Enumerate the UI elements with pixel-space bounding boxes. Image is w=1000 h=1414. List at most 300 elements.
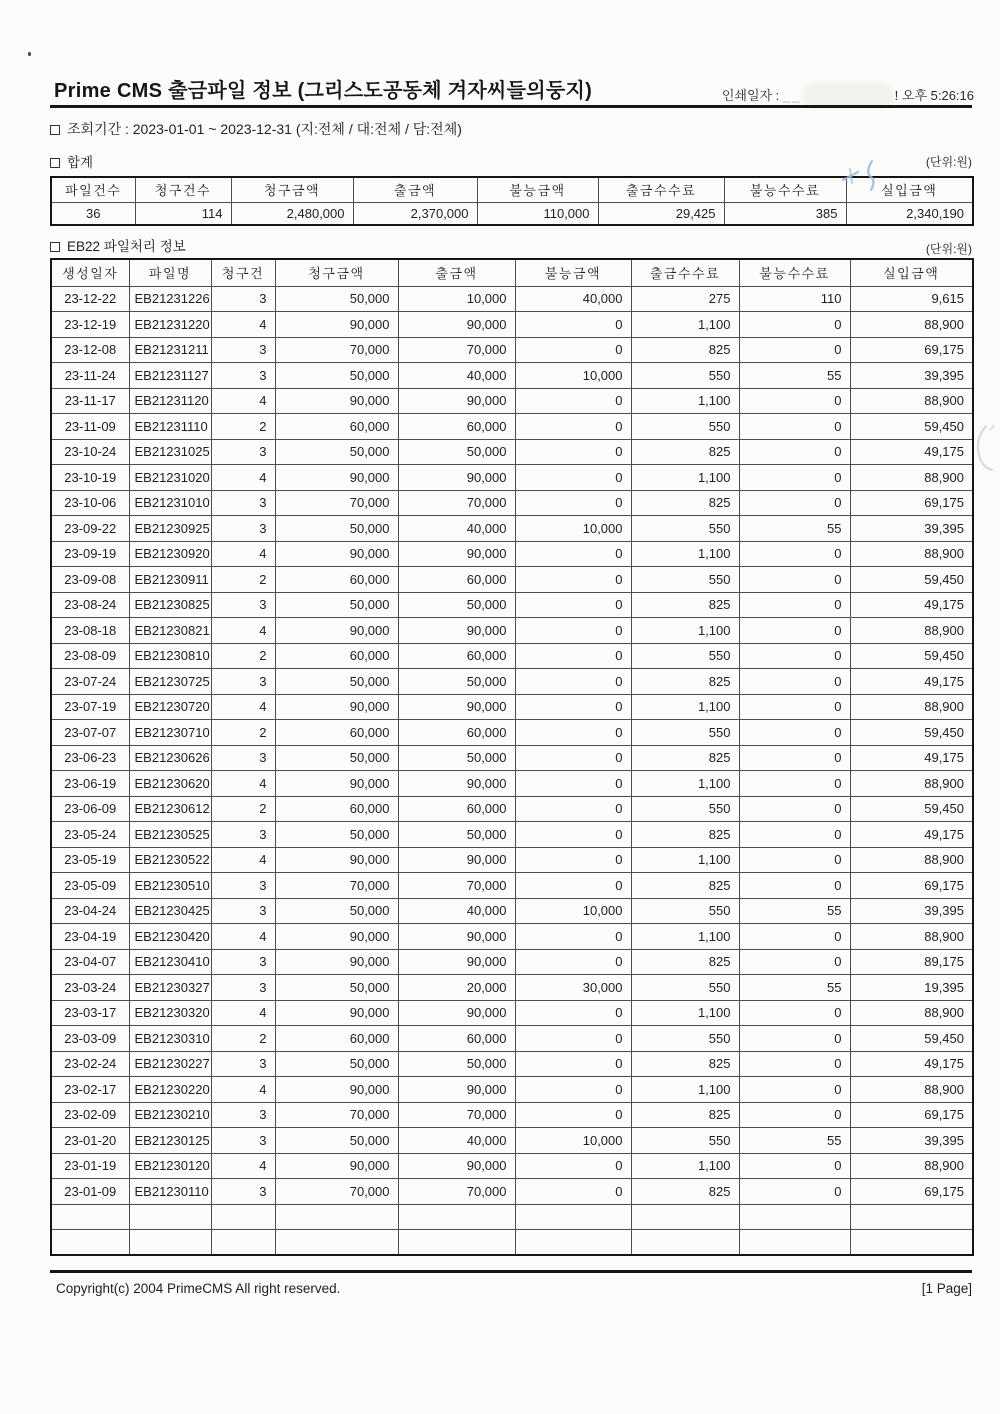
cell-failed-fee: 0 [739, 414, 850, 440]
cell-claim-amount: 50,000 [275, 592, 398, 618]
table-row [51, 771, 973, 797]
cell-failed-amount: 0 [515, 465, 631, 491]
col-failed-fee: 불능수수료 [739, 259, 850, 286]
cell-withdrawal-fee: 1,100 [631, 1000, 739, 1026]
cell-claim-amount: 90,000 [275, 949, 398, 975]
cell-claim-count: 3 [211, 1179, 275, 1205]
cell-claim-count: 4 [211, 618, 275, 644]
cell-claim-count: 3 [211, 975, 275, 1001]
file-unit-label: (단위:원) [925, 242, 972, 256]
table-row [51, 618, 973, 644]
cell-withdrawal-amount: 40,000 [398, 898, 515, 924]
cell-claim-count: 3 [211, 516, 275, 542]
cell-claim-amount: 60,000 [275, 796, 398, 822]
cell-file-name: EB21231226 [129, 286, 211, 312]
cell-withdrawal-amount: 60,000 [398, 1026, 515, 1052]
cell-empty [129, 1230, 211, 1256]
cell-failed-amount: 0 [515, 414, 631, 440]
cell-claim-amount: 90,000 [275, 541, 398, 567]
cell-net-deposit: 69,175 [850, 337, 973, 363]
cell-file-name: EB21230310 [129, 1026, 211, 1052]
cell-withdrawal-fee: 1,100 [631, 1077, 739, 1103]
cell-claim-count: 2 [211, 1026, 275, 1052]
cell-withdrawal-fee: 825 [631, 1051, 739, 1077]
cell-withdrawal-amount: 40,000 [398, 363, 515, 389]
cell-created-date: 23-01-09 [51, 1179, 129, 1205]
cell-claim-amount: 90,000 [275, 1000, 398, 1026]
cell-claim-amount: 90,000 [275, 618, 398, 644]
cell-failed-amount: 10,000 [515, 1128, 631, 1154]
cell-withdrawal-fee: 1,100 [631, 618, 739, 644]
summary-table [50, 176, 974, 226]
cell-claim-count: 4 [211, 771, 275, 797]
cell-withdrawal-fee: 825 [631, 822, 739, 848]
cell-file-name: EB21230510 [129, 873, 211, 899]
cell-net-deposit: 69,175 [850, 490, 973, 516]
cell-claim-count: 4 [211, 1000, 275, 1026]
cell-failed-fee: 0 [739, 439, 850, 465]
cell-file-name: EB21230525 [129, 822, 211, 848]
cell-claim-count: 3 [211, 1051, 275, 1077]
cell-withdrawal-fee: 825 [631, 1102, 739, 1128]
cell-claim-count: 3 [211, 669, 275, 695]
cell-file-name: EB21230725 [129, 669, 211, 695]
cell-failed-amount: 0 [515, 643, 631, 669]
cell-net-deposit: 49,175 [850, 669, 973, 695]
cell-failed-amount: 0 [515, 1179, 631, 1205]
cell-withdrawal-fee: 550 [631, 975, 739, 1001]
print-date-remnant: __ [782, 88, 802, 103]
cell-net-deposit: 39,395 [850, 1128, 973, 1154]
cell-created-date: 23-11-09 [51, 414, 129, 440]
cell-claim-count: 3 [211, 337, 275, 363]
cell-failed-amount: 40,000 [515, 286, 631, 312]
cell-created-date: 23-11-24 [51, 363, 129, 389]
cell-failed-fee: 110 [739, 286, 850, 312]
cell-claim-amount: 50,000 [275, 745, 398, 771]
cell-net-deposit: 49,175 [850, 745, 973, 771]
cell-file-count: 36 [51, 202, 135, 225]
cell-created-date: 23-05-09 [51, 873, 129, 899]
table-row [51, 490, 973, 516]
cell-failed-amount: 0 [515, 1077, 631, 1103]
cell-created-date: 23-01-20 [51, 1128, 129, 1154]
cell-withdrawal-amount: 90,000 [398, 949, 515, 975]
cell-failed-fee: 0 [739, 643, 850, 669]
cell-created-date: 23-06-09 [51, 796, 129, 822]
cell-failed-amount: 0 [515, 312, 631, 338]
cell-withdrawal-amount: 90,000 [398, 388, 515, 414]
cell-withdrawal-amount: 50,000 [398, 822, 515, 848]
checkbox-icon [50, 125, 60, 135]
cell-created-date: 23-12-22 [51, 286, 129, 312]
table-row [51, 465, 973, 491]
file-header-row [51, 259, 973, 286]
cell-withdrawal-amount: 60,000 [398, 643, 515, 669]
cell-file-name: EB21231220 [129, 312, 211, 338]
cell-net-deposit: 59,450 [850, 796, 973, 822]
cell-withdrawal-amount: 90,000 [398, 465, 515, 491]
cell-file-name: EB21230911 [129, 567, 211, 593]
cell-withdrawal-fee: 825 [631, 873, 739, 899]
cell-withdrawal-fee: 1,100 [631, 694, 739, 720]
empty-table-row [51, 1204, 973, 1230]
cell-file-name: EB21230210 [129, 1102, 211, 1128]
cell-claim-amount: 50,000 [275, 669, 398, 695]
cell-created-date: 23-04-07 [51, 949, 129, 975]
cell-withdrawal-amount: 50,000 [398, 669, 515, 695]
cell-claim-count: 3 [211, 1128, 275, 1154]
cell-net-deposit: 89,175 [850, 949, 973, 975]
cell-net-deposit: 9,615 [850, 286, 973, 312]
cell-file-name: EB21230626 [129, 745, 211, 771]
col-claim-count: 청구건수 [135, 177, 231, 202]
cell-empty [515, 1230, 631, 1256]
table-row [51, 1128, 973, 1154]
cell-claim-count: 2 [211, 720, 275, 746]
cell-net-deposit: 88,900 [850, 1077, 973, 1103]
cell-empty [51, 1204, 129, 1230]
cell-claim-amount: 50,000 [275, 975, 398, 1001]
cell-file-name: EB21230612 [129, 796, 211, 822]
cell-created-date: 23-02-24 [51, 1051, 129, 1077]
cell-failed-fee: 0 [739, 873, 850, 899]
cell-failed-fee: 0 [739, 592, 850, 618]
cell-created-date: 23-09-08 [51, 567, 129, 593]
table-row [51, 847, 973, 873]
cell-claim-amount: 90,000 [275, 1077, 398, 1103]
cell-claim-count: 4 [211, 1077, 275, 1103]
cell-failed-amount: 0 [515, 720, 631, 746]
summary-value-row [51, 202, 973, 225]
cell-claim-count: 3 [211, 873, 275, 899]
col-claim-amount: 청구금액 [231, 177, 353, 202]
cell-failed-amount: 0 [515, 669, 631, 695]
table-row [51, 1179, 973, 1205]
cell-created-date: 23-11-17 [51, 388, 129, 414]
table-row [51, 873, 973, 899]
cell-failed-amount: 0 [515, 694, 631, 720]
cell-claim-amount: 50,000 [275, 363, 398, 389]
cell-failed-fee: 55 [739, 975, 850, 1001]
cell-net-deposit: 49,175 [850, 822, 973, 848]
cell-file-name: EB21231120 [129, 388, 211, 414]
table-row [51, 643, 973, 669]
cell-claim-amount: 50,000 [275, 898, 398, 924]
cell-withdrawal-fee: 825 [631, 490, 739, 516]
table-row [51, 1153, 973, 1179]
cell-claim-amount: 70,000 [275, 1102, 398, 1128]
cell-claim-amount: 70,000 [275, 337, 398, 363]
col-net-deposit: 실입금액 [850, 259, 973, 286]
cell-file-name: EB21230125 [129, 1128, 211, 1154]
cell-claim-amount: 90,000 [275, 388, 398, 414]
cell-withdrawal-amount: 90,000 [398, 541, 515, 567]
cell-failed-fee: 0 [739, 1179, 850, 1205]
col-withdrawal-fee: 출금수수료 [631, 259, 739, 286]
col-withdrawal-fee: 출금수수료 [598, 177, 724, 202]
scan-speck-icon [849, 616, 852, 619]
cell-empty [51, 1230, 129, 1256]
cell-withdrawal-amount: 70,000 [398, 873, 515, 899]
table-row [51, 541, 973, 567]
cell-created-date: 23-10-19 [51, 465, 129, 491]
cell-failed-amount: 0 [515, 847, 631, 873]
cell-claim-count: 4 [211, 312, 275, 338]
cell-created-date: 23-02-09 [51, 1102, 129, 1128]
cell-created-date: 23-03-24 [51, 975, 129, 1001]
cell-created-date: 23-05-19 [51, 847, 129, 873]
cell-net-deposit: 59,450 [850, 1026, 973, 1052]
cell-failed-fee: 0 [739, 745, 850, 771]
cell-withdrawal-amount: 90,000 [398, 618, 515, 644]
cell-claim-count: 114 [135, 202, 231, 225]
cell-claim-count: 2 [211, 643, 275, 669]
cell-file-name: EB21230720 [129, 694, 211, 720]
page-title: Prime CMS 출금파일 정보 (그리스도공동체 겨자씨들의둥지) [54, 80, 593, 102]
cell-created-date: 23-06-19 [51, 771, 129, 797]
cell-file-name: EB21230110 [129, 1179, 211, 1205]
table-row [51, 439, 973, 465]
summary-header-row [51, 177, 973, 202]
cell-claim-amount: 90,000 [275, 694, 398, 720]
table-row [51, 1077, 973, 1103]
cell-claim-count: 3 [211, 898, 275, 924]
cell-claim-count: 4 [211, 847, 275, 873]
cell-withdrawal-fee: 825 [631, 337, 739, 363]
table-row [51, 592, 973, 618]
cell-withdrawal-amount: 2,370,000 [353, 202, 477, 225]
cell-failed-fee: 0 [739, 796, 850, 822]
cell-empty [211, 1204, 275, 1230]
cell-withdrawal-amount: 50,000 [398, 1051, 515, 1077]
cell-file-name: EB21230620 [129, 771, 211, 797]
col-claim-amount: 청구금액 [275, 259, 398, 286]
cell-failed-amount: 0 [515, 796, 631, 822]
cell-file-name: EB21231127 [129, 363, 211, 389]
cell-withdrawal-fee: 1,100 [631, 388, 739, 414]
table-row [51, 312, 973, 338]
cell-file-name: EB21230425 [129, 898, 211, 924]
cell-empty [739, 1204, 850, 1230]
cell-claim-amount: 60,000 [275, 567, 398, 593]
col-failed-fee: 불능수수료 [724, 177, 846, 202]
cell-failed-fee: 55 [739, 898, 850, 924]
cell-withdrawal-fee: 1,100 [631, 1153, 739, 1179]
page-number: [1 Page] [921, 1281, 972, 1296]
cell-withdrawal-amount: 20,000 [398, 975, 515, 1001]
cell-net-deposit: 88,900 [850, 1153, 973, 1179]
cell-created-date: 23-04-24 [51, 898, 129, 924]
table-row [51, 694, 973, 720]
cell-failed-amount: 0 [515, 822, 631, 848]
cell-claim-count: 3 [211, 745, 275, 771]
cell-claim-count: 4 [211, 541, 275, 567]
cell-withdrawal-fee: 275 [631, 286, 739, 312]
cell-claim-count: 3 [211, 949, 275, 975]
cell-claim-amount: 90,000 [275, 924, 398, 950]
footer-divider [50, 1270, 972, 1273]
cell-failed-amount: 0 [515, 1102, 631, 1128]
cell-withdrawal-fee: 825 [631, 949, 739, 975]
cell-withdrawal-amount: 90,000 [398, 1153, 515, 1179]
cell-claim-count: 3 [211, 592, 275, 618]
cell-created-date: 23-01-19 [51, 1153, 129, 1179]
cell-failed-fee: 0 [739, 1102, 850, 1128]
cell-withdrawal-fee: 550 [631, 414, 739, 440]
cell-net-deposit: 2,340,190 [846, 202, 973, 225]
cell-failed-fee: 55 [739, 363, 850, 389]
cell-empty [515, 1204, 631, 1230]
cell-created-date: 23-08-09 [51, 643, 129, 669]
cell-created-date: 23-04-19 [51, 924, 129, 950]
print-date-label: 인쇄일자 : [721, 88, 780, 103]
cell-withdrawal-amount: 70,000 [398, 337, 515, 363]
cell-file-name: EB21230920 [129, 541, 211, 567]
copyright-text: Copyright(c) 2004 PrimeCMS All right reserved. [56, 1281, 341, 1296]
cell-claim-amount: 60,000 [275, 720, 398, 746]
cell-net-deposit: 19,395 [850, 975, 973, 1001]
file-table-body [51, 286, 973, 1255]
cell-failed-fee: 0 [739, 465, 850, 491]
table-row [51, 1051, 973, 1077]
cell-net-deposit: 39,395 [850, 898, 973, 924]
cell-withdrawal-amount: 50,000 [398, 439, 515, 465]
cell-net-deposit: 88,900 [850, 465, 973, 491]
cell-created-date: 23-06-23 [51, 745, 129, 771]
cell-net-deposit: 69,175 [850, 873, 973, 899]
cell-withdrawal-amount: 40,000 [398, 516, 515, 542]
cell-empty [850, 1230, 973, 1256]
cell-withdrawal-amount: 60,000 [398, 720, 515, 746]
cell-net-deposit: 88,900 [850, 694, 973, 720]
cell-claim-count: 4 [211, 1153, 275, 1179]
cell-file-name: EB21230327 [129, 975, 211, 1001]
cell-net-deposit: 49,175 [850, 592, 973, 618]
cell-claim-amount: 90,000 [275, 465, 398, 491]
cell-empty [631, 1204, 739, 1230]
col-file-count: 파일건수 [51, 177, 135, 202]
cell-claim-count: 4 [211, 465, 275, 491]
table-row [51, 745, 973, 771]
cell-claim-amount: 60,000 [275, 643, 398, 669]
cell-claim-count: 2 [211, 796, 275, 822]
cell-claim-amount: 50,000 [275, 1051, 398, 1077]
summary-unit-label: (단위:원) [925, 155, 972, 169]
cell-failed-fee: 0 [739, 618, 850, 644]
table-row [51, 949, 973, 975]
cell-file-name: EB21231025 [129, 439, 211, 465]
col-withdrawal-amount: 출금액 [353, 177, 477, 202]
col-created-date: 생성일자 [51, 259, 129, 286]
cell-net-deposit: 69,175 [850, 1102, 973, 1128]
cell-created-date: 23-02-17 [51, 1077, 129, 1103]
cell-failed-fee: 0 [739, 822, 850, 848]
cell-file-name: EB21231010 [129, 490, 211, 516]
cell-created-date: 23-08-18 [51, 618, 129, 644]
cell-failed-fee: 0 [739, 1051, 850, 1077]
cell-file-name: EB21231110 [129, 414, 211, 440]
cell-withdrawal-amount: 90,000 [398, 847, 515, 873]
cell-failed-amount: 0 [515, 388, 631, 414]
cell-withdrawal-fee: 1,100 [631, 924, 739, 950]
cell-claim-amount: 90,000 [275, 1153, 398, 1179]
cell-claim-amount: 50,000 [275, 822, 398, 848]
cell-withdrawal-amount: 70,000 [398, 1179, 515, 1205]
cell-withdrawal-fee: 550 [631, 1026, 739, 1052]
cell-withdrawal-amount: 90,000 [398, 694, 515, 720]
whiteout-redaction-mark [805, 85, 891, 105]
cell-claim-amount: 70,000 [275, 873, 398, 899]
cell-empty [398, 1230, 515, 1256]
cell-withdrawal-amount: 90,000 [398, 771, 515, 797]
table-row [51, 796, 973, 822]
cell-created-date: 23-07-19 [51, 694, 129, 720]
cell-failed-amount: 0 [515, 592, 631, 618]
table-row [51, 363, 973, 389]
cell-created-date: 23-12-08 [51, 337, 129, 363]
cell-withdrawal-amount: 10,000 [398, 286, 515, 312]
cell-net-deposit: 88,900 [850, 618, 973, 644]
print-time: 오후 5:26:16 [901, 88, 974, 103]
cell-failed-amount: 10,000 [515, 898, 631, 924]
cell-file-name: EB21230220 [129, 1077, 211, 1103]
cell-file-name: EB21230522 [129, 847, 211, 873]
cell-withdrawal-fee: 1,100 [631, 312, 739, 338]
cell-failed-amount: 10,000 [515, 516, 631, 542]
cell-withdrawal-fee: 550 [631, 720, 739, 746]
col-failed-amount: 불능금액 [477, 177, 598, 202]
cell-net-deposit: 88,900 [850, 847, 973, 873]
cell-net-deposit: 69,175 [850, 1179, 973, 1205]
cell-withdrawal-amount: 90,000 [398, 1077, 515, 1103]
cell-net-deposit: 59,450 [850, 720, 973, 746]
cell-failed-fee: 0 [739, 1153, 850, 1179]
cell-file-name: EB21230821 [129, 618, 211, 644]
cell-empty [275, 1204, 398, 1230]
cell-net-deposit: 88,900 [850, 771, 973, 797]
cell-withdrawal-fee: 825 [631, 1179, 739, 1205]
cell-claim-amount: 90,000 [275, 312, 398, 338]
table-row [51, 720, 973, 746]
cell-failed-fee: 0 [739, 771, 850, 797]
cell-claim-count: 3 [211, 490, 275, 516]
col-claim-count: 청구건 [211, 259, 275, 286]
cell-net-deposit: 59,450 [850, 414, 973, 440]
cell-failed-amount: 0 [515, 1153, 631, 1179]
file-processing-table [50, 258, 974, 1256]
cell-file-name: EB21231211 [129, 337, 211, 363]
cell-claim-amount: 50,000 [275, 516, 398, 542]
cell-failed-fee: 0 [739, 924, 850, 950]
cell-empty [211, 1230, 275, 1256]
cell-withdrawal-fee: 550 [631, 516, 739, 542]
cell-failed-fee: 0 [739, 312, 850, 338]
cell-withdrawal-amount: 50,000 [398, 592, 515, 618]
cell-withdrawal-amount: 70,000 [398, 490, 515, 516]
cell-withdrawal-fee: 1,100 [631, 465, 739, 491]
cell-net-deposit: 88,900 [850, 1000, 973, 1026]
cell-failed-fee: 55 [739, 516, 850, 542]
cell-withdrawal-amount: 90,000 [398, 1000, 515, 1026]
cell-empty [275, 1230, 398, 1256]
query-period-label: 조회기간 : 2023-01-01 ~ 2023-12-31 (지:전체 / 대:전체 / 담:전체) [67, 121, 462, 137]
cell-net-deposit: 88,900 [850, 388, 973, 414]
cell-file-name: EB21230227 [129, 1051, 211, 1077]
cell-claim-count: 4 [211, 694, 275, 720]
cell-claim-count: 2 [211, 414, 275, 440]
cell-withdrawal-fee: 825 [631, 745, 739, 771]
